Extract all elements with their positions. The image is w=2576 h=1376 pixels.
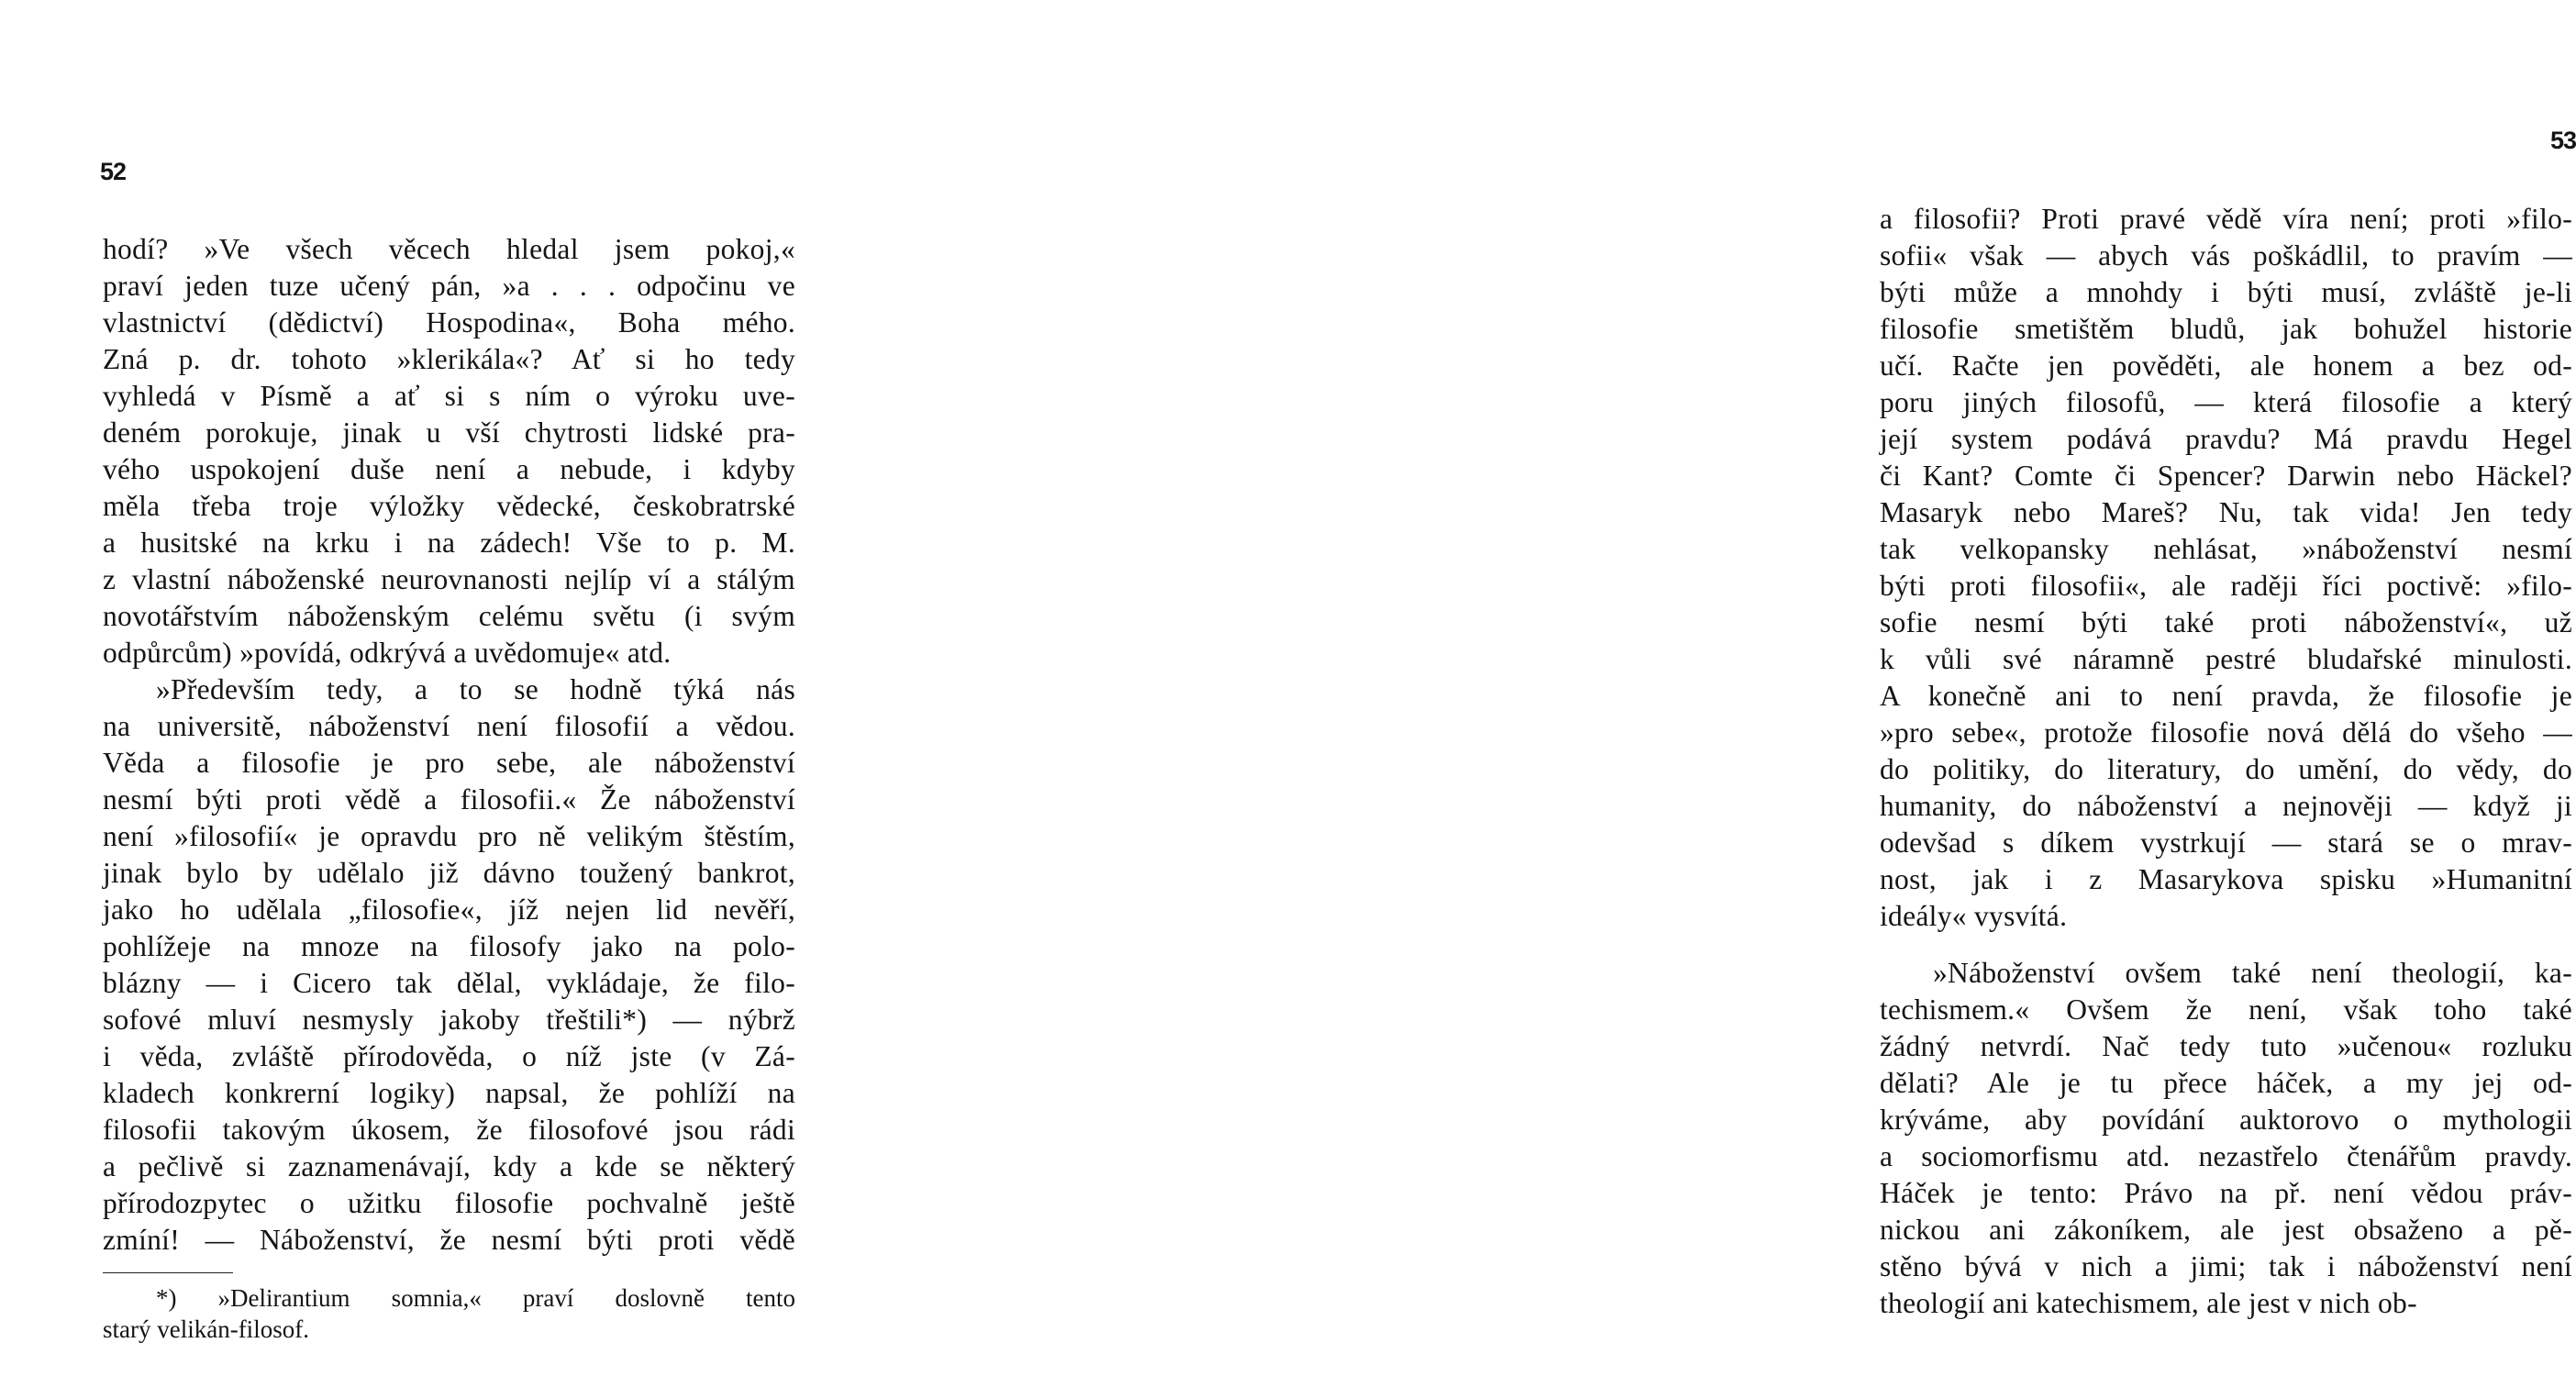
text-line: a pečlivě si zaznamenávají, kdy a kde se některý [103,1150,795,1182]
text-line: přírodozpytec o užitku filosofie pochvalně ještě [103,1187,795,1219]
text-line: měla třeba troje výložky vědecké, českobratrské [103,490,795,522]
text-line: odpůrcům) »povídá, odkrývá a uvědomuje« atd. [103,637,672,669]
text-line: stěno bývá v nich a jimi; tak i náboženství není [1880,1250,2572,1282]
text-line: filosofii takovým úkosem, že filosofové jsou rádi [103,1114,795,1146]
text-line: či Kant? Comte či Spencer? Darwin nebo Häckel? [1880,460,2572,492]
text-line: býti proti filosofii«, ale raději říci poctivě: »filo- [1880,570,2572,602]
text-line: nesmí býti proti vědě a filosofii.« Že náboženství [103,783,795,816]
footnote [103,1282,795,1345]
text-line: blázny — i Cicero tak dělal, vykládaje, že filo- [103,967,795,999]
text-line: novotářstvím náboženským celému světu (i svým [103,600,795,632]
text-line: sofii« však — abych vás poškádlil, to pravím — [1880,239,2572,272]
text-line: nost, jak i z Masarykova spisku »Humanitní [1880,863,2572,895]
text-line: jako ho udělala „filosofie«, jíž nejen lid nevěří, [103,893,795,926]
text-line: tak velkopansky nehlásat, »náboženství nesmí [1880,533,2572,565]
text-line: a filosofii? Proti pravé vědě víra není; proti »filo- [1880,203,2572,235]
text-line: i věda, zvláště přírodověda, o níž jste (v Zá- [103,1040,795,1072]
text-line: do politiky, do literatury, do umění, do vědy, do [1880,753,2572,785]
text-line: filosofie smetištěm bludů, jak bohužel historie [1880,313,2572,345]
text-line: praví jeden tuze učený pán, »a . . . odpočinu ve [103,270,795,302]
text-line: Háček je tento: Právo na př. není vědou práv- [1880,1177,2572,1209]
text-line: poru jiných filosofů, — která filosofie a který [1880,386,2572,418]
text-line: vlastnictví (dědictví) Hospodina«, Boha mého. [103,306,795,338]
text-line: jinak bylo by udělalo již dávno toužený bankrot, [103,857,795,889]
text-line: deném porokuje, jinak u vší chytrosti lidské pra- [103,416,795,449]
text-line: a sociomorfismu atd. nezastřelo čtenářům pravdy. [1880,1140,2572,1172]
text-line: Věda a filosofie je pro sebe, ale náboženství [103,747,795,779]
text-line: »Především tedy, a to se hodně týká nás [156,673,795,705]
text-line: z vlastní náboženské neurovnanosti nejlíp ví a stálým [103,563,795,595]
text-line: kladech konkrerní logiky) napsal, že pohlíží na [103,1077,795,1109]
text-line: techismem.« Ovšem že není, však toho také [1880,993,2572,1026]
page-number: 52 [100,158,127,185]
text-line: dělati? Ale je tu přece háček, a my jej od- [1880,1067,2572,1099]
text-line: vého uspokojení duše není a nebude, i kdyby [103,453,795,485]
page-number: 53 [2550,127,2576,154]
footnote-rule [103,1272,233,1273]
text-line: odevšad s díkem vystrkují — stará se o mrav- [1880,827,2572,859]
text-line: a husitské na krku i na zádech! Vše to p. M. [103,527,795,559]
text-line: není »filosofií« je opravdu pro ně velikým štěstím, [103,820,795,852]
text-line: ideály« vysvítá. [1880,900,2068,932]
text-line: žádný netvrdí. Nač tedy tuto »učenou« rozluku [1880,1030,2572,1062]
text-line: Zná p. dr. tohoto »klerikála«? Ať si ho tedy [103,343,795,375]
text-line: *) »Delirantium somnia,« praví doslovně tento [156,1284,795,1312]
text-line: k vůli své náramně pestré bludařské minulosti. [1880,643,2572,675]
text-line: pohlížeje na mnoze na filosofy jako na polo- [103,930,795,962]
text-line: sofové mluví nesmysly jakoby třeštili*) — nýbrž [103,1004,795,1036]
text-line: »Náboženství ovšem také není theologií, ka- [1933,957,2572,989]
text-line: theologií ani katechismem, ale jest v nich ob- [1880,1287,2417,1319]
text-line: Masaryk nebo Mareš? Nu, tak vida! Jen tedy [1880,496,2572,528]
text-line: A konečně ani to není pravda, že filosofie je [1880,680,2572,712]
text-line: humanity, do náboženství a nejnověji — když ji [1880,790,2572,822]
text-line: hodí? »Ve všech věcech hledal jsem pokoj,« [103,233,795,265]
text-line: starý velikán-filosof. [103,1315,309,1343]
text-line: její system podává pravdu? Má pravdu Hegel [1880,423,2572,455]
text-line: na universitě, náboženství není filosofií a vědou. [103,710,795,742]
text-line: učí. Račte jen pověděti, ale honem a bez od- [1880,350,2572,382]
text-line: býti může a mnohdy i býti musí, zvláště je-li [1880,276,2572,308]
text-line: nickou ani zákoníkem, ale jest obsaženo a pě- [1880,1214,2572,1246]
text-line: vyhledá v Písmě a ať si s ním o výroku uve- [103,380,795,412]
text-line: zmíní! — Náboženství, že nesmí býti proti vědě [103,1224,795,1256]
text-line: krýváme, aby povídání auktorovo o mythologii [1880,1104,2572,1136]
right-body-text [1880,201,2572,1322]
text-line: sofie nesmí býti také proti náboženství«, už [1880,606,2572,638]
text-line: »pro sebe«, protože filosofie nová dělá do všeho — [1880,716,2572,749]
left-body-text [103,231,795,1259]
